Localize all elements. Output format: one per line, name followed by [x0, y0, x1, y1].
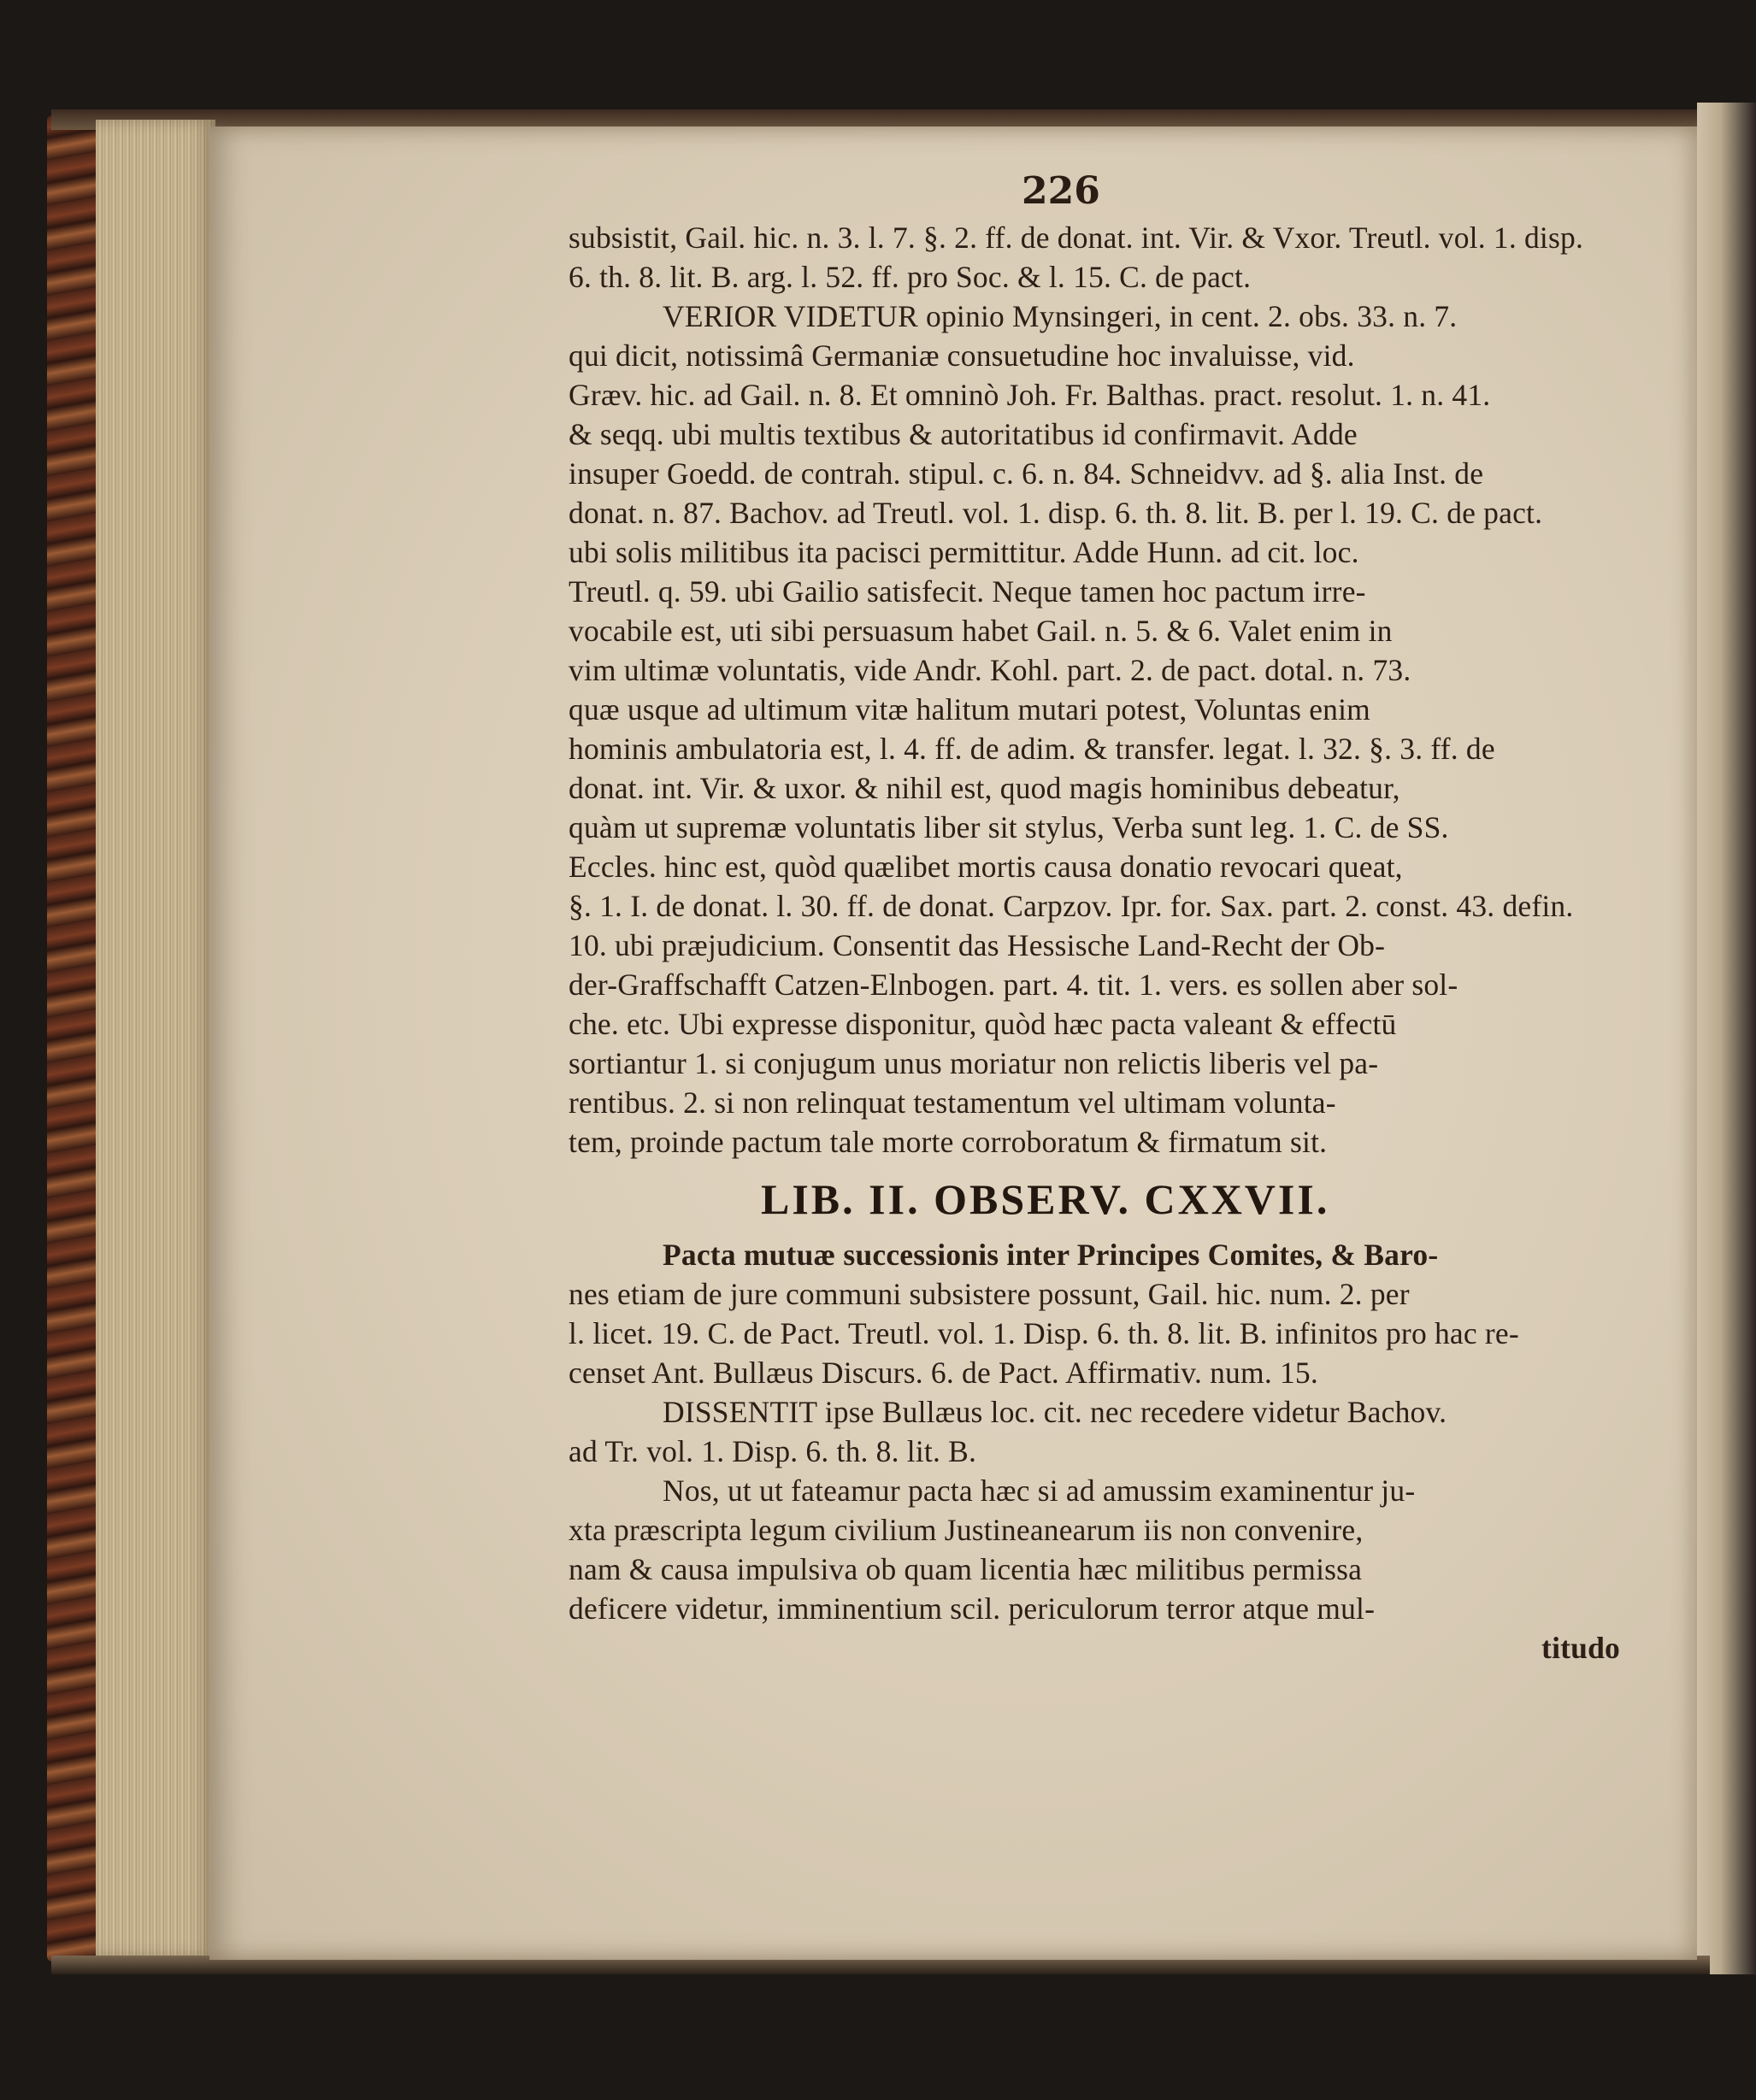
text-line: quæ usque ad ultimum vitæ halitum mutari potest, Voluntas enim [569, 692, 1370, 726]
text-line: xta præscripta legum civilium Justineanearum iis non convenire, [569, 1513, 1364, 1547]
text-line: hominis ambulatoria est, l. 4. ff. de adim. & transfer. legat. l. 32. §. 3. ff. de [569, 732, 1495, 766]
text-line: donat. n. 87. Bachov. ad Treutl. vol. 1. disp. 6. th. 8. lit. B. per l. 19. C. de pact. [569, 496, 1543, 530]
page-number: 226 [1022, 169, 1100, 213]
text-line: 10. ubi præjudicium. Consentit das Hessische Land-Recht der Ob- [569, 928, 1386, 962]
text-line: Treutl. q. 59. ubi Gailio satisfecit. Neque tamen hoc pactum irre- [569, 574, 1366, 609]
text-line: Pacta mutuæ successionis inter Principes Comites, & Baro- [663, 1238, 1439, 1272]
text-line: l. licet. 19. C. de Pact. Treutl. vol. 1. Disp. 6. th. 8. lit. B. infinitos pro hac re- [569, 1316, 1519, 1350]
text-line: quàm ut supremæ voluntatis liber sit stylus, Verba sunt leg. 1. C. de SS. [569, 810, 1449, 844]
text-line: §. 1. I. de donat. l. 30. ff. de donat. Carpzov. Ipr. for. Sax. part. 2. const. 43. defin. [569, 889, 1574, 923]
text-line: vim ultimæ voluntatis, vide Andr. Kohl. part. 2. de pact. dotal. n. 73. [569, 653, 1411, 687]
text-line: vocabile est, uti sibi persuasum habet Gail. n. 5. & 6. Valet enim in [569, 614, 1393, 648]
text-line: Nos, ut ut fateamur pacta hæc si ad amussim examinentur ju- [663, 1474, 1416, 1508]
facing-page-edge [1697, 103, 1756, 1974]
text-line: nes etiam de jure communi subsistere possunt, Gail. hic. num. 2. per [569, 1277, 1410, 1311]
page-text [569, 218, 1620, 1668]
text-line: qui dicit, notissimâ Germaniæ consuetudine hoc invaluisse, vid. [569, 338, 1355, 373]
text-line: ubi solis militibus ita pacisci permittitur. Adde Hunn. ad cit. loc. [569, 535, 1359, 569]
text-line: & seqq. ubi multis textibus & autoritatibus id confirmavit. Adde [569, 417, 1358, 451]
text-line: deficere videtur, imminentium scil. periculorum terror atque mul- [569, 1591, 1376, 1626]
observation-heading: LIB. II. OBSERV. CXXVII. [761, 1175, 1330, 1223]
text-line: DISSENTIT ipse Bullæus loc. cit. nec recedere videtur Bachov. [663, 1395, 1447, 1429]
text-line: che. etc. Ubi expresse disponitur, quòd hæc pacta valeant & effectū [569, 1007, 1397, 1041]
text-line: censet Ant. Bullæus Discurs. 6. de Pact. Affirmativ. num. 15. [569, 1356, 1318, 1390]
text-line: sortiantur 1. si conjugum unus moriatur non relictis liberis vel pa- [569, 1046, 1379, 1080]
text-line: ad Tr. vol. 1. Disp. 6. th. 8. lit. B. [569, 1434, 977, 1468]
catchword: titudo [1541, 1631, 1620, 1665]
text-line: donat. int. Vir. & uxor. & nihil est, quod magis hominibus debeatur, [569, 771, 1400, 805]
text-line: 6. th. 8. lit. B. arg. l. 52. ff. pro Soc. & l. 15. C. de pact. [569, 260, 1252, 294]
text-line: Græv. hic. ad Gail. n. 8. Et omninò Joh. Fr. Balthas. pract. resolut. 1. n. 41. [569, 378, 1491, 412]
page-edges [96, 120, 215, 1957]
text-line: der-Graffschafft Catzen-Elnbogen. part. 4. tit. 1. vers. es sollen aber sol- [569, 968, 1458, 1002]
text-line: VERIOR VIDETUR opinio Mynsingeri, in cent. 2. obs. 33. n. 7. [663, 299, 1458, 333]
text-line: subsistit, Gail. hic. n. 3. l. 7. §. 2. ff. de donat. int. Vir. & Vxor. Treutl. vol. 1. disp. [569, 221, 1584, 255]
text-line: Eccles. hinc est, quòd quælibet mortis causa donatio revocari queat, [569, 850, 1403, 884]
text-line: nam & causa impulsiva ob quam licentia hæc militibus permissa [569, 1552, 1363, 1586]
text-line: insuper Goedd. de contrah. stipul. c. 6. n. 84. Schneidvv. ad §. alia Inst. de [569, 456, 1484, 491]
text-line: tem, proinde pactum tale morte corroboratum & firmatum sit. [569, 1125, 1328, 1159]
text-line: rentibus. 2. si non relinquat testamentum vel ultimam volunta- [569, 1085, 1336, 1120]
